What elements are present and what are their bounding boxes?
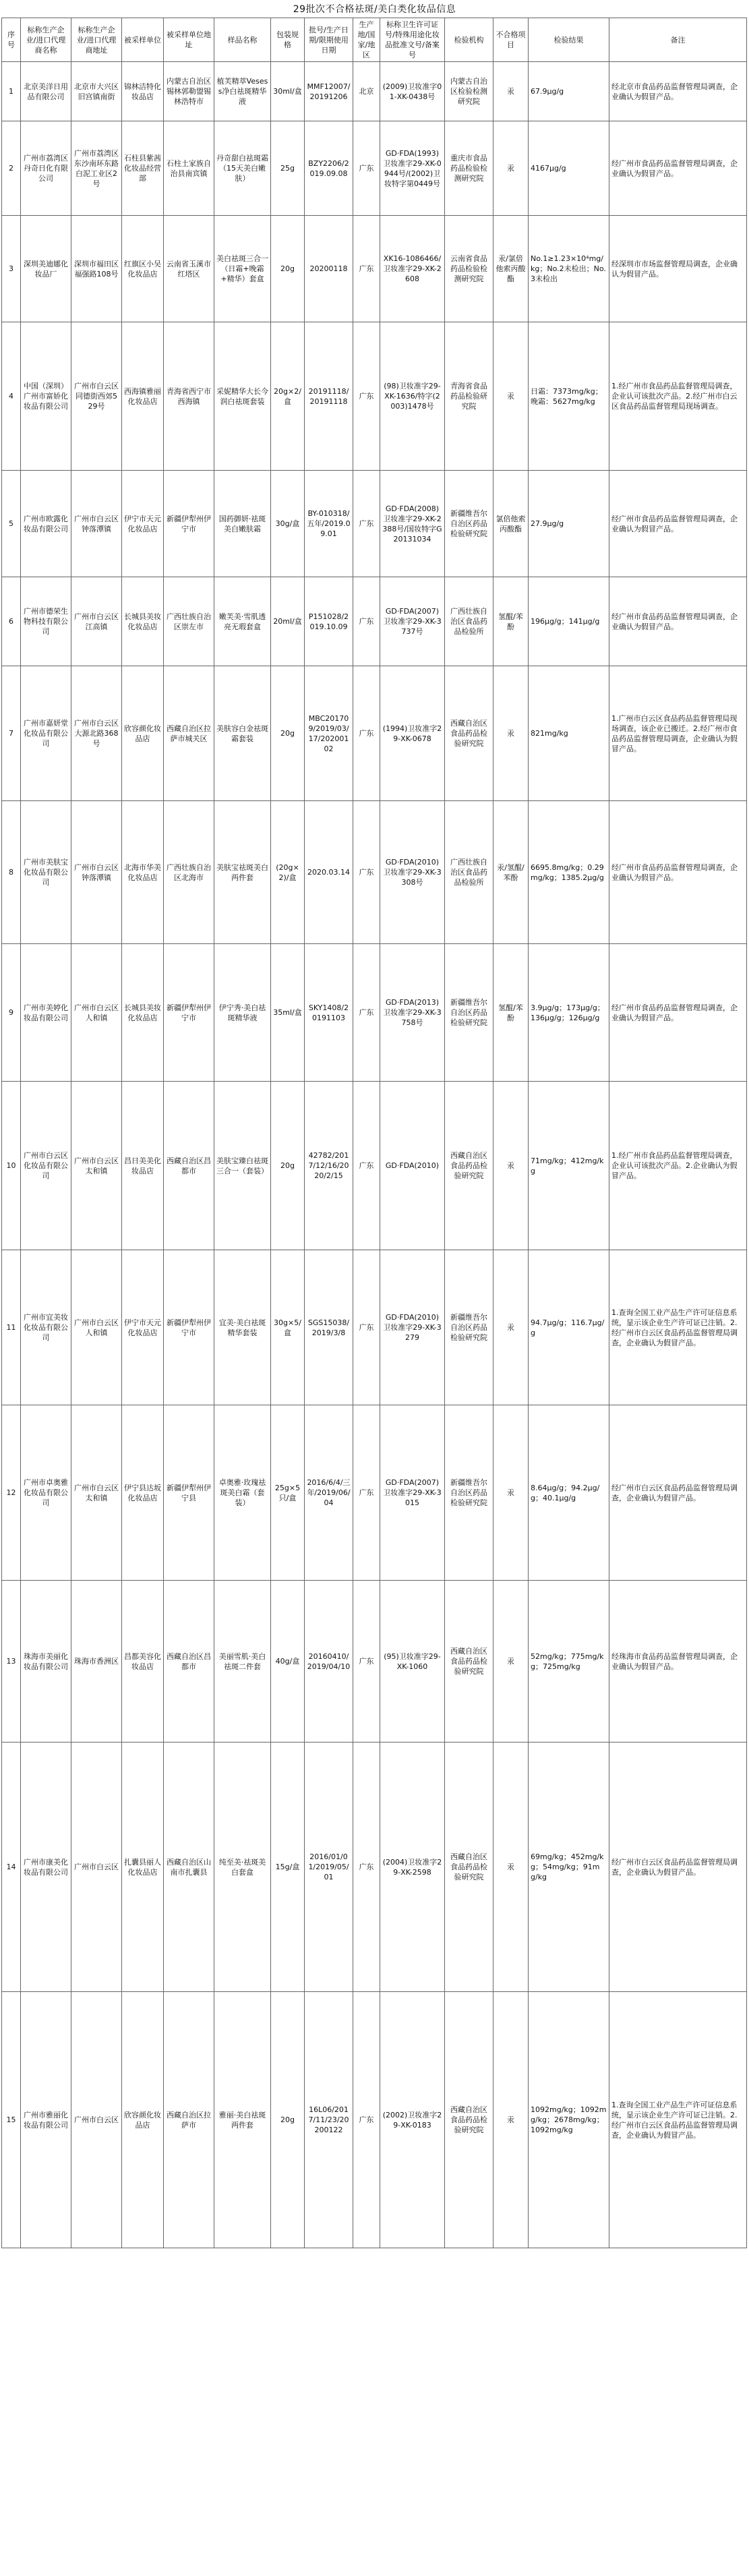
testing-lab-cell: 新疆维吾尔自治区药品检验研究院 — [445, 471, 493, 577]
remark-cell: 经广州市食品药品监督管理局调查，企业确认为假冒产品。 — [609, 577, 747, 666]
license-cell: GD·FDA(2007)卫妆准字29-XK-3737号 — [380, 577, 445, 666]
remark-cell: 经广州市食品药品监督管理局调查，企业确认为假冒产品。 — [609, 471, 747, 577]
package-spec-cell: (20g×2)/盒 — [271, 801, 305, 944]
table-row — [2, 577, 747, 666]
sampled-address-cell: 新疆伊犁州伊宁市 — [164, 471, 214, 577]
test-result-cell: 67.9μg/g — [529, 62, 609, 121]
maker-address-cell: 广州市荔湾区东沙南环东路白泥工业区2号 — [71, 121, 122, 216]
column-header: 序号 — [2, 18, 21, 62]
maker-address-cell: 北京市大兴区旧宫镇南街 — [71, 62, 122, 121]
test-result-cell: 3.9μg/g；173μg/g；136μg/g；126μg/g — [529, 944, 609, 1082]
failed-item-cell: 汞/氢醌/苯酚 — [493, 801, 529, 944]
table-row — [2, 1082, 747, 1250]
package-spec-cell: 30g/盒 — [271, 471, 305, 577]
sampled-unit-cell: 伊宁市天元化妆品店 — [122, 471, 164, 577]
table-row — [2, 801, 747, 944]
product-name-cell: 美肤宝臻白祛斑三合一（套装） — [214, 1082, 271, 1250]
sampled-unit-cell: 锦林洁特化妆品店 — [122, 62, 164, 121]
row-number-cell: 10 — [2, 1082, 21, 1250]
table-row — [2, 1581, 747, 1743]
sampled-address-cell: 广西壮族自治区北海市 — [164, 801, 214, 944]
row-number-cell: 4 — [2, 322, 21, 471]
testing-lab-cell: 西藏自治区食品药品检验研究院 — [445, 1992, 493, 2248]
maker-address-cell: 广州市白云区人和镇 — [71, 944, 122, 1082]
sampled-unit-cell: 扎囊县丽人化妆品店 — [122, 1743, 164, 1992]
failed-item-cell: 氢醌/苯酚 — [493, 944, 529, 1082]
sampled-address-cell: 新疆伊犁州伊宁市 — [164, 944, 214, 1082]
testing-lab-cell: 青海省食品药品检验研究院 — [445, 322, 493, 471]
test-result-cell: 821mg/kg — [529, 666, 609, 801]
origin-cell: 广东 — [353, 1250, 380, 1405]
product-name-cell: 伊宁秀·美白祛斑精华液 — [214, 944, 271, 1082]
sampled-address-cell: 新疆伊犁州伊宁市 — [164, 1250, 214, 1405]
origin-cell: 北京 — [353, 62, 380, 121]
license-cell: GD·FDA(2010)卫妆准字29-XK-3308号 — [380, 801, 445, 944]
product-name-cell: 纯至美·祛斑美白套盒 — [214, 1743, 271, 1992]
product-name-cell: 雅丽·美白祛斑两件套 — [214, 1992, 271, 2248]
failed-item-cell: 汞 — [493, 1743, 529, 1992]
origin-cell: 广东 — [353, 216, 380, 322]
package-spec-cell: 20g — [271, 216, 305, 322]
package-spec-cell: 20g — [271, 1082, 305, 1250]
table-row — [2, 1992, 747, 2248]
testing-lab-cell: 广西壮族自治区食品药品检验所 — [445, 801, 493, 944]
failed-item-cell: 汞 — [493, 1992, 529, 2248]
sampled-unit-cell: 欣容颜化妆品店 — [122, 666, 164, 801]
table-row — [2, 62, 747, 121]
maker-cell: 广州市荔湾区丹奇日化有限公司 — [21, 121, 71, 216]
test-result-cell: 1092mg/kg；1092mg/kg；2678mg/kg；1092mg/kg — [529, 1992, 609, 2248]
package-spec-cell: 25g — [271, 121, 305, 216]
origin-cell: 广东 — [353, 471, 380, 577]
sampled-address-cell: 西藏自治区昌都市 — [164, 1581, 214, 1743]
table-row — [2, 1743, 747, 1992]
product-name-cell: 植芙精萃Vesess净白祛斑精华液 — [214, 62, 271, 121]
product-name-cell: 美丽雪肌·美白祛斑二件套 — [214, 1581, 271, 1743]
sampled-unit-cell: 昌日美美化妆品店 — [122, 1082, 164, 1250]
maker-cell: 广州市宜美妆化妆品有限公司 — [21, 1250, 71, 1405]
remark-cell: 经广州市食品药品监督管理局调查，企业确认为假冒产品。 — [609, 121, 747, 216]
package-spec-cell: 25g×5只/盒 — [271, 1405, 305, 1581]
maker-address-cell: 广州市白云区太和镇 — [71, 1405, 122, 1581]
batch-cell: 20200118 — [305, 216, 353, 322]
sampled-address-cell: 新疆伊犁州伊宁县 — [164, 1405, 214, 1581]
sampled-address-cell: 西藏自治区拉萨市 — [164, 1992, 214, 2248]
row-number-cell: 12 — [2, 1405, 21, 1581]
test-result-cell: No.1≥1.23×10⁴mg/kg；No.2未检出；No.3未检出 — [529, 216, 609, 322]
maker-cell: 珠海市美丽化妆品有限公司 — [21, 1581, 71, 1743]
product-name-cell: 丹奇甜白祛斑霜（15天美白嫩肤） — [214, 121, 271, 216]
sampled-unit-cell: 昌都美容化妆品店 — [122, 1581, 164, 1743]
failed-item-cell: 氯倍他索丙酸酯 — [493, 471, 529, 577]
license-cell: (95)卫妆准字29-XK-1060 — [380, 1581, 445, 1743]
column-header: 生产地/国家/地区 — [353, 18, 380, 62]
table-body — [2, 62, 747, 2248]
package-spec-cell: 20ml/盒 — [271, 577, 305, 666]
origin-cell: 广东 — [353, 322, 380, 471]
batch-cell: 20160410/2019/04/10 — [305, 1581, 353, 1743]
batch-cell: P151028/2019.10.09 — [305, 577, 353, 666]
row-number-cell: 7 — [2, 666, 21, 801]
page-title: 29批次不合格祛斑/美白类化妆品信息 — [293, 4, 456, 15]
column-header: 标称生产企业/进口代理商地址 — [71, 18, 122, 62]
failed-item-cell: 汞 — [493, 1082, 529, 1250]
inspection-table — [1, 18, 747, 2248]
column-header: 不合格项目 — [493, 18, 529, 62]
remark-cell: 经广州市白云区食品药品监督管理局调查，企业确认为假冒产品。 — [609, 1405, 747, 1581]
origin-cell: 广东 — [353, 944, 380, 1082]
testing-lab-cell: 西藏自治区食品药品检验研究院 — [445, 1082, 493, 1250]
sampled-unit-cell: 伊宁县达坂化妆品店 — [122, 1405, 164, 1581]
sampled-unit-cell: 长城县美妆化妆品店 — [122, 577, 164, 666]
failed-item-cell: 氢醌/苯酚 — [493, 577, 529, 666]
table-row — [2, 666, 747, 801]
row-number-cell: 11 — [2, 1250, 21, 1405]
row-number-cell: 15 — [2, 1992, 21, 2248]
sampled-address-cell: 云南省玉溪市红塔区 — [164, 216, 214, 322]
test-result-cell: 69mg/kg；452mg/kg；54mg/kg；91mg/kg — [529, 1743, 609, 1992]
batch-cell: BY-010318/五年/2019.09.01 — [305, 471, 353, 577]
sampled-unit-cell: 红旗区小吴化妆品店 — [122, 216, 164, 322]
remark-cell: 经珠海市食品药品监督管理局调查，企业确认为假冒产品。 — [609, 1581, 747, 1743]
row-number-cell: 2 — [2, 121, 21, 216]
sampled-unit-cell: 欣容颜化妆品店 — [122, 1992, 164, 2248]
column-header: 被采样单位 — [122, 18, 164, 62]
row-number-cell: 5 — [2, 471, 21, 577]
table-row — [2, 216, 747, 322]
row-number-cell: 3 — [2, 216, 21, 322]
row-number-cell: 9 — [2, 944, 21, 1082]
batch-cell: MBC201709/2019/03/17/20200102 — [305, 666, 353, 801]
test-result-cell: 27.9μg/g — [529, 471, 609, 577]
origin-cell: 广东 — [353, 1743, 380, 1992]
sampled-unit-cell: 长城县美妆化妆品店 — [122, 944, 164, 1082]
testing-lab-cell: 西藏自治区食品药品检验研究院 — [445, 1581, 493, 1743]
test-result-cell: 52mg/kg；775mg/kg；725mg/kg — [529, 1581, 609, 1743]
package-spec-cell: 20g×2/盒 — [271, 322, 305, 471]
batch-cell: BZY2206/2019.09.08 — [305, 121, 353, 216]
product-name-cell: 美肤容白金祛斑霜套装 — [214, 666, 271, 801]
column-header: 标称卫生许可证号/特殊用途化妆品批准文号/备案号 — [380, 18, 445, 62]
batch-cell: 2016/6/4/三年/2019/06/04 — [305, 1405, 353, 1581]
maker-address-cell: 广州市白云区太和镇 — [71, 1082, 122, 1250]
testing-lab-cell: 新疆维吾尔自治区药品检验研究院 — [445, 1405, 493, 1581]
package-spec-cell: 35ml/盒 — [271, 944, 305, 1082]
table-row — [2, 944, 747, 1082]
maker-cell: 中国（深圳）广州市富娇化妆品有限公司 — [21, 322, 71, 471]
testing-lab-cell: 重庆市食品药品检验检测研究院 — [445, 121, 493, 216]
maker-address-cell: 珠海市香洲区 — [71, 1581, 122, 1743]
sampled-address-cell: 石柱土家族自治县南宾镇 — [164, 121, 214, 216]
test-result-cell: 94.7μg/g；116.7μg/g — [529, 1250, 609, 1405]
maker-cell: 北京美洋日用品有限公司 — [21, 62, 71, 121]
maker-address-cell: 广州市白云区 — [71, 1743, 122, 1992]
column-header: 样品名称 — [214, 18, 271, 62]
sampled-address-cell: 西藏自治区拉萨市城关区 — [164, 666, 214, 801]
row-number-cell: 13 — [2, 1581, 21, 1743]
test-result-cell: 日霜：7373mg/kg；晚霜：5627mg/kg — [529, 322, 609, 471]
sampled-unit-cell: 石柱县紫茜化妆品经营部 — [122, 121, 164, 216]
testing-lab-cell: 新疆维吾尔自治区药品检验研究院 — [445, 1250, 493, 1405]
license-cell: (1994)卫妆准字29-XK-0678 — [380, 666, 445, 801]
maker-cell: 深圳美迪娜化妆品厂 — [21, 216, 71, 322]
maker-cell: 广州市雅丽化妆品有限公司 — [21, 1992, 71, 2248]
origin-cell: 广东 — [353, 1581, 380, 1743]
failed-item-cell: 汞/氯倍他索丙酸酯 — [493, 216, 529, 322]
failed-item-cell: 汞 — [493, 322, 529, 471]
batch-cell: MMF12007/20191206 — [305, 62, 353, 121]
column-header: 包装规格 — [271, 18, 305, 62]
product-name-cell: 美肤宝祛斑美白两件套 — [214, 801, 271, 944]
remark-cell: 1.经广州市食品药品监督管理局调查，企业认可该批次产品。2.经广州市白云区食品药品监督管理局现场调查。 — [609, 322, 747, 471]
failed-item-cell: 汞 — [493, 1405, 529, 1581]
license-cell: (2002)卫妆准字29-XK-0183 — [380, 1992, 445, 2248]
sampled-address-cell: 内蒙古自治区锡林郭勒盟锡林浩特市 — [164, 62, 214, 121]
maker-cell: 广州市卓奥雅化妆品有限公司 — [21, 1405, 71, 1581]
remark-cell: 经广州市食品药品监督管理局调查，企业确认为假冒产品。 — [609, 944, 747, 1082]
test-result-cell: 4167μg/g — [529, 121, 609, 216]
failed-item-cell: 汞 — [493, 1581, 529, 1743]
row-number-cell: 14 — [2, 1743, 21, 1992]
origin-cell: 广东 — [353, 1405, 380, 1581]
remark-cell: 经广州市白云区食品药品监督管理局调查，企业确认为假冒产品。 — [609, 1743, 747, 1992]
row-number-cell: 1 — [2, 62, 21, 121]
maker-address-cell: 深圳市福田区福强路108号 — [71, 216, 122, 322]
table-row — [2, 1250, 747, 1405]
testing-lab-cell: 新疆维吾尔自治区药品检验研究院 — [445, 944, 493, 1082]
license-cell: GD·FDA(2013)卫妆准字29-XK-3758号 — [380, 944, 445, 1082]
remark-cell: 1.经广州市食品药品监督管理局调查，企业认可该批次产品。2.企业确认为假冒产品。 — [609, 1082, 747, 1250]
batch-cell: 2016/01/01/2019/05/01 — [305, 1743, 353, 1992]
maker-address-cell: 广州市白云区 — [71, 1992, 122, 2248]
test-result-cell: 71mg/kg；412mg/kg — [529, 1082, 609, 1250]
maker-address-cell: 广州市白云区大源北路368号 — [71, 666, 122, 801]
maker-cell: 广州市美肤宝化妆品有限公司 — [21, 801, 71, 944]
remark-cell: 经广州市食品药品监督管理局调查，企业确认为假冒产品。 — [609, 801, 747, 944]
sampled-address-cell: 西藏自治区昌都市 — [164, 1082, 214, 1250]
row-number-cell: 6 — [2, 577, 21, 666]
license-cell: GD·FDA(2010) — [380, 1082, 445, 1250]
origin-cell: 广东 — [353, 121, 380, 216]
column-header: 批号/生产日期/限期使用日期 — [305, 18, 353, 62]
maker-cell: 广州市美婷化妆品有限公司 — [21, 944, 71, 1082]
maker-address-cell: 广州市白云区人和镇 — [71, 1250, 122, 1405]
sampled-address-cell: 广西壮族自治区崇左市 — [164, 577, 214, 666]
license-cell: GD·FDA(2008)卫妆准字29-XK-2388号/国妆特字G20131034 — [380, 471, 445, 577]
license-cell: GD·FDA(1993)卫妆准字29-XK-0944号/(2002)卫妆特字第0449号 — [380, 121, 445, 216]
product-name-cell: 采妮精华大长今润白祛斑套装 — [214, 322, 271, 471]
failed-item-cell: 汞 — [493, 1250, 529, 1405]
package-spec-cell: 40g/盒 — [271, 1581, 305, 1743]
test-result-cell: 196μg/g；141μg/g — [529, 577, 609, 666]
product-name-cell: 美白祛斑三合一（日霜+晚霜+精华）套盒 — [214, 216, 271, 322]
license-cell: GD·FDA(2010)卫妆准字29-XK-3279 — [380, 1250, 445, 1405]
batch-cell: 2020.03.14 — [305, 801, 353, 944]
column-header: 标称生产企业/进口代理商名称 — [21, 18, 71, 62]
testing-lab-cell: 广西壮族自治区食品药品检验所 — [445, 577, 493, 666]
testing-lab-cell: 西藏自治区食品药品检验研究院 — [445, 666, 493, 801]
sampled-unit-cell: 北海市华美化妆品店 — [122, 801, 164, 944]
maker-cell: 广州市白云区化妆品有限公司 — [21, 1082, 71, 1250]
remark-cell: 1.查询全国工业产品生产许可证信息系统，显示该企业生产许可证已注销。2.经广州市白云区食品药品监督管理局调查，企业确认为假冒产品。 — [609, 1992, 747, 2248]
test-result-cell: 6695.8mg/kg；0.29mg/kg；1385.2μg/g — [529, 801, 609, 944]
testing-lab-cell: 云南省食品药品检验检测研究院 — [445, 216, 493, 322]
license-cell: (2009)卫妆准字01-XK-0438号 — [380, 62, 445, 121]
failed-item-cell: 汞 — [493, 666, 529, 801]
batch-cell: SGS15038/2019/3/8 — [305, 1250, 353, 1405]
maker-address-cell: 广州市白云区江高镇 — [71, 577, 122, 666]
product-name-cell: 宜美·美白祛斑精华套装 — [214, 1250, 271, 1405]
batch-cell: SKY1408/20191103 — [305, 944, 353, 1082]
product-name-cell: 嫩芙美·雪肌透亮无瑕套盒 — [214, 577, 271, 666]
maker-cell: 广州市德荣生物科技有限公司 — [21, 577, 71, 666]
maker-address-cell: 广州市白云区同德街西郊529号 — [71, 322, 122, 471]
origin-cell: 广东 — [353, 1992, 380, 2248]
testing-lab-cell: 西藏自治区食品药品检验研究院 — [445, 1743, 493, 1992]
package-spec-cell: 30g×5/盒 — [271, 1250, 305, 1405]
table-row — [2, 121, 747, 216]
maker-cell: 广州市康美化妆品有限公司 — [21, 1743, 71, 1992]
table-header-row — [2, 18, 747, 62]
origin-cell: 广东 — [353, 666, 380, 801]
table-row — [2, 322, 747, 471]
license-cell: XK16-1086466/卫妆准字29-XK-2608 — [380, 216, 445, 322]
product-name-cell: 卓奥雅·玫瑰祛斑美白霜（套装） — [214, 1405, 271, 1581]
remark-cell: 经深圳市市场监督管理局调查，企业确认为假冒产品。 — [609, 216, 747, 322]
product-name-cell: 国药御妍·祛斑美白嫩肤霜 — [214, 471, 271, 577]
column-header: 被采样单位地址 — [164, 18, 214, 62]
test-result-cell: 8.64μg/g；94.2μg/g；40.1μg/g — [529, 1405, 609, 1581]
remark-cell: 经北京市食品药品监督管理局调查，企业确认为假冒产品。 — [609, 62, 747, 121]
origin-cell: 广东 — [353, 801, 380, 944]
package-spec-cell: 20g — [271, 1992, 305, 2248]
maker-cell: 广州市欧露化妆品有限公司 — [21, 471, 71, 577]
license-cell: (98)卫妆准字29-XK-1636/特字(2003)1478号 — [380, 322, 445, 471]
package-spec-cell: 30ml/盒 — [271, 62, 305, 121]
failed-item-cell: 汞 — [493, 121, 529, 216]
column-header: 备注 — [609, 18, 747, 62]
failed-item-cell: 汞 — [493, 62, 529, 121]
license-cell: GD·FDA(2007)卫妆准字29-XK-3015 — [380, 1405, 445, 1581]
origin-cell: 广东 — [353, 577, 380, 666]
sampled-address-cell: 西藏自治区山南市扎囊县 — [164, 1743, 214, 1992]
batch-cell: 42782/2017/12/16/2020/2/15 — [305, 1082, 353, 1250]
package-spec-cell: 20g — [271, 666, 305, 801]
row-number-cell: 8 — [2, 801, 21, 944]
maker-cell: 广州市嘉妍堂化妆品有限公司 — [21, 666, 71, 801]
column-header: 检验机构 — [445, 18, 493, 62]
batch-cell: 16L06/2017/11/23/20200122 — [305, 1992, 353, 2248]
origin-cell: 广东 — [353, 1082, 380, 1250]
column-header: 检验结果 — [529, 18, 609, 62]
testing-lab-cell: 内蒙古自治区检验检测研究院 — [445, 62, 493, 121]
remark-cell: 1.查询全国工业产品生产许可证信息系统，显示该企业生产许可证已注销。2.经广州市白云区食品药品监督管理局调查，企业确认为假冒产品。 — [609, 1250, 747, 1405]
sampled-unit-cell: 西海镇雅丽化妆品店 — [122, 322, 164, 471]
batch-cell: 20191118/20191118 — [305, 322, 353, 471]
maker-address-cell: 广州市白云区钟落潭镇 — [71, 471, 122, 577]
sampled-unit-cell: 伊宁市天元化妆品店 — [122, 1250, 164, 1405]
sampled-address-cell: 青海省西宁市西海镇 — [164, 322, 214, 471]
license-cell: (2004)卫妆准字29-XK-2598 — [380, 1743, 445, 1992]
remark-cell: 1.广州市白云区食品药品监督管理局现场调查，该企业已搬迁。2.经广州市食品药品监督管理局调查，企业确认为假冒产品。 — [609, 666, 747, 801]
package-spec-cell: 15g/盒 — [271, 1743, 305, 1992]
table-row — [2, 471, 747, 577]
maker-address-cell: 广州市白云区钟落潭镇 — [71, 801, 122, 944]
table-row — [2, 1405, 747, 1581]
